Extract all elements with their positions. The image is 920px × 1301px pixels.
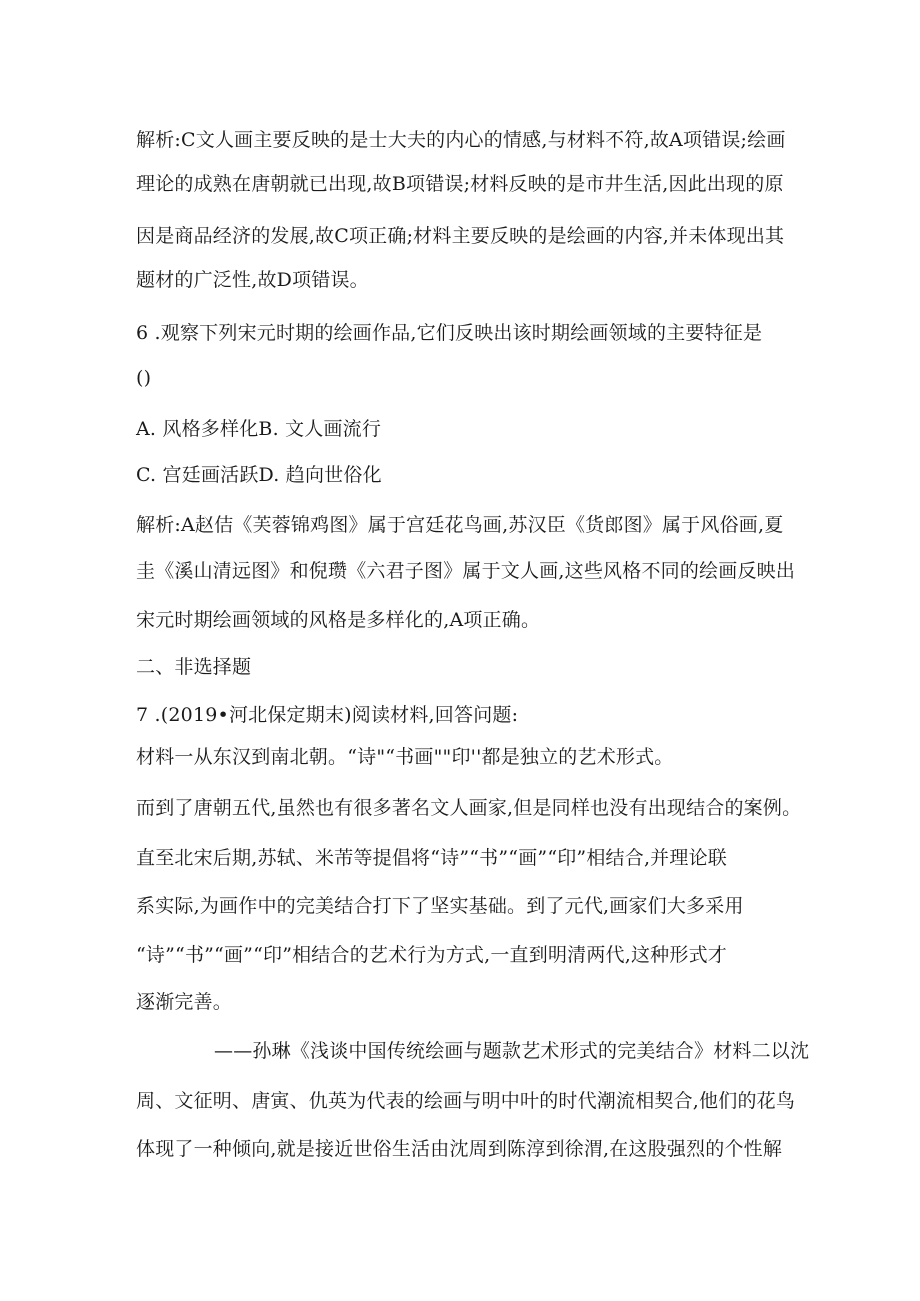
question-6-options-ab: A. 风格多样化B. 文人画流行 xyxy=(136,418,382,440)
analysis-5-line-3: 因是商品经济的发展,故C项正确;材料主要反映的是绘画的内容,并未体现出其 xyxy=(136,225,785,247)
material-1-line-3: 直至北宋后期,苏轼、米芾等提倡将“诗”“书”“画”“印”相结合,并理论联 xyxy=(136,847,727,869)
material-2-line-1: 周、文征明、唐寅、仇英为代表的绘画与明中叶的时代潮流相契合,他们的花鸟 xyxy=(136,1090,796,1112)
material-2-line-2: 体现了一种倾向,就是接近世俗生活由沈周到陈淳到徐渭,在这股强烈的个性解 xyxy=(136,1138,783,1160)
analysis-5-line-1: 解析:C文人画主要反映的是士大夫的内心的情感,与材料不符,故A项错误;绘画 xyxy=(136,129,786,151)
material-1-line-5: “诗”“书”“画”“印”相结合的艺术行为方式,一直到明清两代,这种形式才 xyxy=(136,944,727,966)
analysis-6-line-2: 圭《溪山清远图》和倪瓒《六君子图》属于文人画,这些风格不同的绘画反映出 xyxy=(136,560,796,582)
material-1-line-6: 逐渐完善。 xyxy=(136,991,233,1013)
question-7-stem: 7 .(2019•河北保定期末)阅读材料,回答问题: xyxy=(136,704,519,726)
material-1-line-2: 而到了唐朝五代,虽然也有很多著名文人画家,但是同样也没有出现结合的案例。 xyxy=(136,797,802,819)
section-heading-non-choice: 二、非选择题 xyxy=(136,656,252,678)
question-6-options-cd: C. 宫廷画活跃D. 趋向世俗化 xyxy=(136,464,382,486)
material-1-line-1: 材料一从东汉到南北朝。“诗"“书画""印''都是独立的艺术形式。 xyxy=(136,746,674,768)
question-6-stem: 6 .观察下列宋元时期的绘画作品,它们反映出该时期绘画领域的主要特征是 xyxy=(136,322,763,344)
material-1-line-4: 系实际,为画作中的完美结合打下了坚实基础。到了元代,画家们大多采用 xyxy=(136,895,744,917)
material-1-source: ——孙琳《浅谈中国传统绘画与题款艺术形式的完美结合》材料二以沈 xyxy=(214,1040,810,1062)
analysis-5-line-2: 理论的成熟在唐朝就已出现,故B项错误;材料反映的是市井生活,因此出现的原 xyxy=(136,173,784,195)
analysis-5-line-4: 题材的广泛性,故D项错误。 xyxy=(136,269,369,291)
analysis-6-line-3: 宋元时期绘画领域的风格是多样化的,A项正确。 xyxy=(136,609,541,631)
question-6-bracket: () xyxy=(136,367,152,389)
analysis-6-line-1: 解析:A赵佶《芙蓉锦鸡图》属于宫廷花鸟画,苏汉臣《货郎图》属于风俗画,夏 xyxy=(136,514,784,536)
